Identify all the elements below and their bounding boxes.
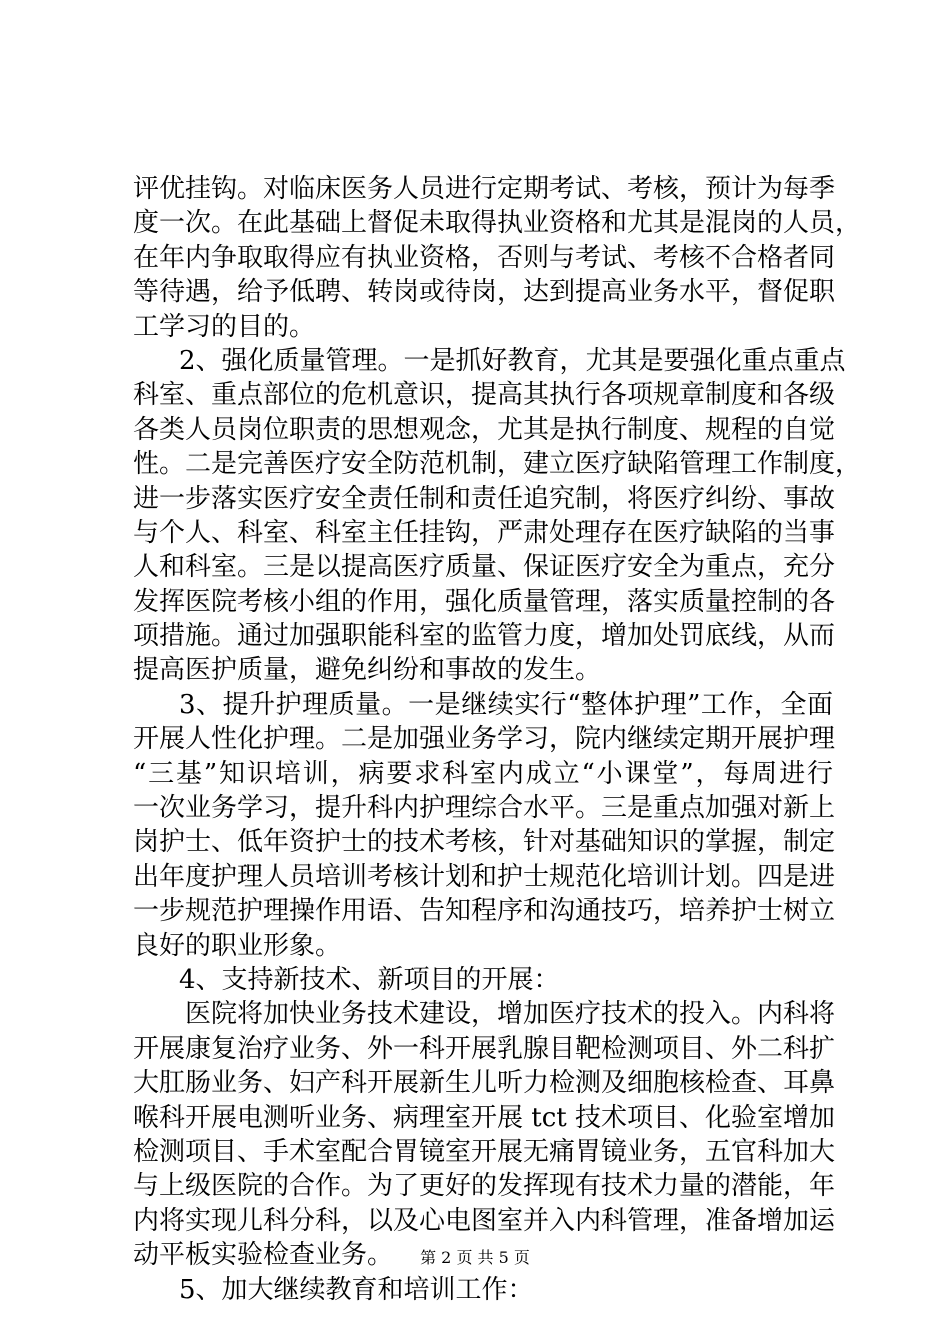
text-line: 良好的职业形象。 (133, 930, 342, 961)
body-text (133, 172, 862, 1307)
text-line: 一步规范护理操作用语、告知程序和沟通技巧，培养护士树立 (133, 896, 836, 927)
paragraph-heading-5: 5、加大继续教育和培训工作： (179, 1274, 534, 1305)
text-line: 在年内争取取得应有执业资格，否则与考试、考核不合格者同 (133, 242, 836, 273)
paragraph-heading-4: 4、支持新技术、新项目的开展： (179, 964, 560, 995)
text-line: 发挥医院考核小组的作用，强化质量管理，落实质量控制的各 (133, 586, 836, 617)
text-line: 与个人、科室、科室主任挂钩，严肃处理存在医疗缺陷的当事 (133, 517, 836, 548)
text-line: 医院将加快业务技术建设，增加医疗技术的投入。内科将 (185, 999, 836, 1030)
paragraph-heading-3: 3、提升护理质量。一是继续实行“整体护理”工作，全面 (179, 689, 833, 720)
text-line: 人和科室。三是以提高医疗质量、保证医疗安全为重点，充分 (133, 552, 836, 583)
page-footer: 第 2 页 共 5 页 (420, 1248, 530, 1267)
text-line: 项措施。通过加强职能科室的监管力度，增加处罚底线，从而 (133, 621, 836, 652)
text-line: 等待遇，给予低聘、转岗或待岗，达到提高业务水平，督促职 (133, 277, 836, 308)
text-line: 岗护士、低年资护士的技术考核，针对基础知识的掌握，制定 (133, 827, 836, 858)
text-line: 开展康复治疗业务、外一科开展乳腺目靶检测项目、外二科扩 (133, 1033, 836, 1064)
text-line: 提高医护质量，避免纠纷和事故的发生。 (133, 655, 602, 686)
text-line: 度一次。在此基础上督促未取得执业资格和尤其是混岗的人员， (133, 208, 862, 239)
paragraph-heading-2: 2、强化质量管理。一是抓好教育，尤其是要强化重点重点 (179, 345, 846, 376)
text-line: 动平板实验检查业务。 (133, 1240, 394, 1271)
text-line: 出年度护理人员培训考核计划和护士规范化培训计划。四是进 (133, 861, 836, 892)
text-line: 一次业务学习，提升科内护理综合水平。三是重点加强对新上 (133, 793, 836, 824)
text-line: 大肛肠业务、妇产科开展新生儿听力检测及细胞核检查、耳鼻 (133, 1068, 836, 1099)
text-line: 开展人性化护理。二是加强业务学习，院内继续定期开展护理 (133, 724, 836, 755)
text-line: 评优挂钩。对临床医务人员进行定期考试、考核，预计为每季 (133, 174, 836, 204)
text-line: 工学习的目的。 (133, 311, 316, 342)
text-line: “三基”知识培训，病要求科室内成立“小课堂”，每周进行 (133, 758, 833, 789)
text-line: 性。二是完善医疗安全防范机制，建立医疗缺陷管理工作制度， (133, 449, 862, 480)
text-line: 进一步落实医疗安全责任制和责任追究制，将医疗纠纷、事故 (133, 483, 836, 514)
text-line: 科室、重点部位的危机意识，提高其执行各项规章制度和各级 (133, 380, 836, 411)
text-line: 与上级医院的合作。为了更好的发挥现有技术力量的潜能，年 (133, 1171, 836, 1202)
text-line: 内将实现儿科分科，以及心电图室并入内科管理，准备增加运 (133, 1205, 836, 1236)
text-line: 各类人员岗位职责的思想观念，尤其是执行制度、规程的自觉 (133, 414, 836, 445)
text-line: 喉科开展电测听业务、病理室开展 tct 技术项目、化验室增加 (133, 1102, 835, 1133)
text-line: 检测项目、手术室配合胃镜室开展无痛胃镜业务，五官科加大 (133, 1136, 836, 1167)
